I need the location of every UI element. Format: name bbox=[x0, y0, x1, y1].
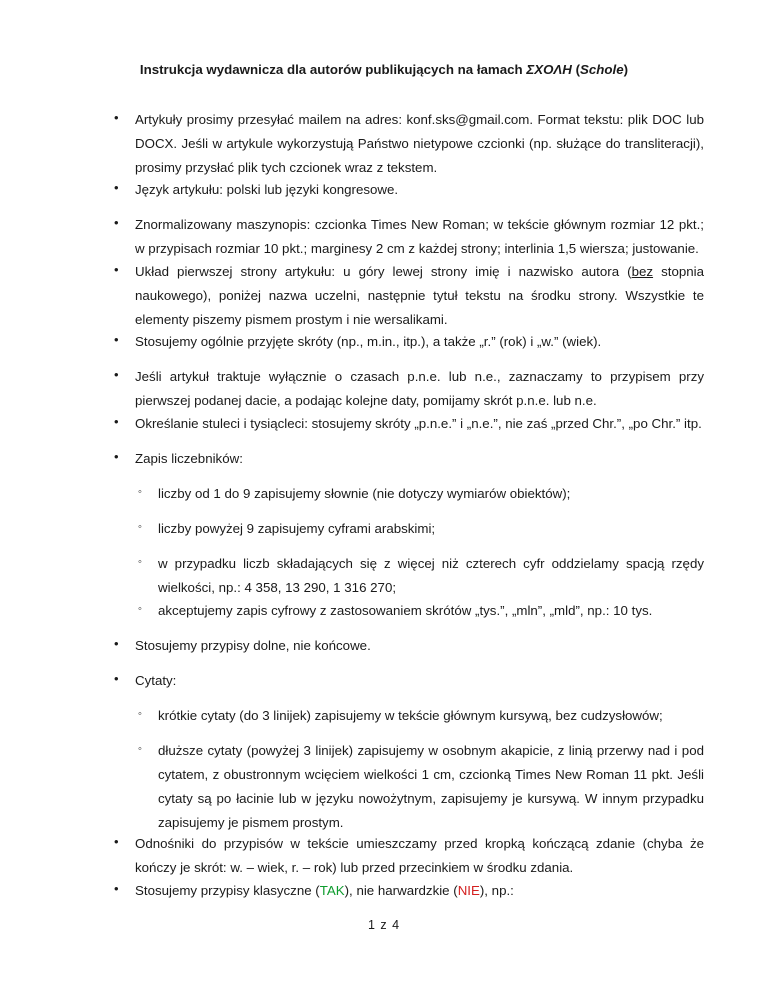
bullet: • bbox=[114, 180, 119, 195]
page-title bbox=[0, 60, 768, 80]
bullet: • bbox=[114, 367, 119, 382]
bullet: • bbox=[114, 636, 119, 651]
sub-bullet: ◦ bbox=[138, 556, 142, 568]
item-eras: Jeśli artykuł traktuje wyłącznie o czasach p.n.e. lub n.e., zaznaczamy to przypisem przy pierwszej podanej dacie, a podając kolejne daty, pomijamy skrót p.n.e. lub n.e. bbox=[135, 369, 704, 408]
item-numerals-spacing: w przypadku liczb składających się z więcej niż czterech cyfr oddzielamy spacją rzędy wielkości, np.: 4 358, 13 290, 1 316 270; bbox=[158, 556, 704, 595]
item-quotes: Cytaty: bbox=[135, 673, 177, 688]
item-quotes-long: dłuższe cytaty (powyżej 3 linijek) zapisujemy w osobnym akapicie, z linią przerwy nad i pod cytatem, z obustronnym wcięciem wielkości 1 cm, czcionką Times New Roman 11 pkt. Jeśli cytaty są po łacinie lub w języku nowożytnym, zapisujemy je kursywą. W innym przypadku zapisujemy je pismem prostym. bbox=[158, 743, 704, 830]
item-footnote-references: Odnośniki do przypisów w tekście umieszczamy przed kropką kończącą zdanie (chyba że kończy je skrót: w. – wiek, r. – rok) lub przed przecinkiem w środku zdania. bbox=[135, 836, 704, 875]
text-part: stopnia naukowego), poniżej nazwa uczelni, następnie tytuł tekstu na środku strony. Wszystkie te elementy piszemy pismem prostym i nie wersalikami. bbox=[135, 264, 704, 327]
sub-bullet: ◦ bbox=[138, 708, 142, 720]
bullet: • bbox=[114, 834, 119, 849]
item-language: Język artykułu: polski lub języki kongresowe. bbox=[135, 182, 399, 197]
item-centuries: Określanie stuleci i tysiącleci: stosujemy skróty „p.n.e.” i „n.e.”, nie zaś „przed Chr.”, „po Chr.” itp. bbox=[135, 416, 702, 431]
item-typescript: Znormalizowany maszynopis: czcionka Times New Roman; w tekście głównym rozmiar 12 pkt.; w przypisach rozmiar 10 pkt.; marginesy 2 cm z każdej strony; interlinia 1,5 wiersza; justowanie. bbox=[135, 217, 704, 256]
sub-bullet: ◦ bbox=[138, 486, 142, 498]
title-journal-greek: ΣΧΟΛΗ bbox=[526, 62, 572, 77]
title-journal-close: ) bbox=[623, 62, 629, 77]
item-quotes-short: krótkie cytaty (do 3 linijek) zapisujemy w tekście głównym kursywą, bez cudzysłowów; bbox=[158, 708, 663, 723]
title-journal-open: ( bbox=[571, 62, 581, 77]
item-numerals: Zapis liczebników: bbox=[135, 451, 243, 466]
page-number: 1 z 4 bbox=[367, 918, 401, 932]
bullet: • bbox=[114, 414, 119, 429]
text-part: Stosujemy przypisy klasyczne ( bbox=[135, 883, 320, 898]
text-part: ), np.: bbox=[479, 883, 514, 898]
item-email-format: Artykuły prosimy przesyłać mailem na adres: konf.sks@gmail.com. Format tekstu: plik DOC lub DOCX. Jeśli w artykule wykorzystują Państwo nietypowe czcionki (np. służące do transliteracji), prosimy przysłać plik tych czcionek wraz z tekstem. bbox=[135, 112, 704, 175]
underlined-word: bez bbox=[631, 264, 654, 279]
yes-label: TAK bbox=[319, 883, 345, 898]
bullet: • bbox=[114, 332, 119, 347]
item-numerals-arabic: liczby powyżej 9 zapisujemy cyframi arabskimi; bbox=[158, 521, 436, 536]
title-journal-latin: Schole bbox=[580, 62, 624, 77]
sub-bullet: ◦ bbox=[138, 603, 142, 615]
no-label: NIE bbox=[457, 883, 480, 898]
title-prefix: Instrukcja wydawnicza dla autorów publikujących na łamach bbox=[139, 62, 527, 77]
item-first-page bbox=[135, 260, 704, 332]
sub-bullet: ◦ bbox=[138, 743, 142, 755]
bullet: • bbox=[114, 671, 119, 686]
text-part: Układ pierwszej strony artykułu: u góry lewej strony imię i nazwisko autora ( bbox=[135, 264, 632, 279]
text-part: ), nie harwardzkie ( bbox=[344, 883, 458, 898]
item-abbreviations: Stosujemy ogólnie przyjęte skróty (np., m.in., itp.), a także „r.” (rok) i „w.” (wiek). bbox=[135, 334, 602, 349]
bullet: • bbox=[114, 215, 119, 230]
item-classic-footnotes bbox=[135, 879, 704, 903]
item-numerals-words: liczby od 1 do 9 zapisujemy słownie (nie dotyczy wymiarów obiektów); bbox=[158, 486, 571, 501]
bullet: • bbox=[114, 262, 119, 277]
bullet: • bbox=[114, 881, 119, 896]
item-footnotes: Stosujemy przypisy dolne, nie końcowe. bbox=[135, 638, 371, 653]
sub-bullet: ◦ bbox=[138, 521, 142, 533]
bullet: • bbox=[114, 110, 119, 125]
bullet: • bbox=[114, 449, 119, 464]
item-numerals-abbrev: akceptujemy zapis cyfrowy z zastosowaniem skrótów „tys.”, „mln”, „mld”, np.: 10 tys. bbox=[158, 603, 653, 618]
